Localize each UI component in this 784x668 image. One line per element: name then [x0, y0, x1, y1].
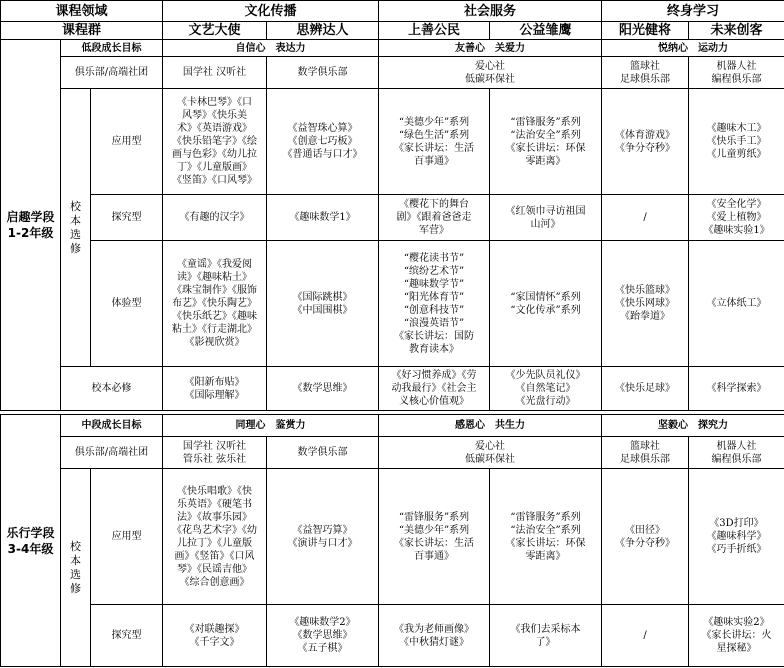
group-future-maker: 未来创客 — [689, 22, 784, 40]
stage2-goal-culture: 同理心 鉴赏力 — [163, 415, 379, 437]
stage1-club-sports: 篮球社 足球俱乐部 — [602, 57, 689, 89]
course-cell: 《益智巧算》 《演讲与口才》 — [267, 469, 379, 605]
stage1-goal-culture: 自信心 表达力 — [163, 40, 379, 57]
stage2-goal-lifelong: 坚毅心 探究力 — [602, 415, 784, 437]
stage2-goal-row — [1, 415, 784, 437]
stage1-required-label: 校本必修 — [61, 367, 163, 411]
course-cell: / — [602, 605, 689, 667]
course-cell: “雷锋服务”系列 “法治安全”系列 《家长讲坛：环保 零距离》 — [490, 469, 602, 605]
stage1-name: 启趣学段 1-2年级 — [1, 40, 61, 411]
stage2-goal-social: 感恩心 共生力 — [379, 415, 602, 437]
course-cell: 《立体纸工》 — [689, 241, 784, 367]
group-header-row — [1, 22, 784, 40]
row-type: 应用型 — [91, 469, 163, 605]
course-cell: 《数学思维》 — [267, 367, 379, 411]
stage2-club-maker: 机器人社 编程俱乐部 — [689, 437, 784, 469]
group-arts-ambassador: 文艺大使 — [163, 22, 267, 40]
course-cell: 《安全化学》 《爱上植物》 《趣味实验1》 — [689, 195, 784, 241]
domain-social-service: 社会服务 — [379, 1, 602, 22]
course-cell: “家国情怀”系列 “文化传承”系列 — [490, 241, 602, 367]
table-row — [1, 469, 784, 605]
course-cell: 《快乐唱歌》《快 乐英语》《硬笔书 法》《故事乐园》 《花鸟艺术字》《幼 儿拉丁》《儿童版 画》《竖笛》《口风 琴》《民谣吉他》 《综合创意画》 — [163, 469, 267, 605]
domain-lifelong-learning: 终身学习 — [602, 1, 784, 22]
curriculum-table-stage2 — [0, 414, 784, 667]
course-cell: 《我为老师画像》 《中秋猜灯谜》 — [379, 605, 490, 667]
stage1-club-label: 俱乐部/高端社团 — [61, 57, 163, 89]
stage2-goal-label: 中段成长目标 — [61, 415, 163, 437]
stage1-club-math: 数学俱乐部 — [267, 57, 379, 89]
stage2-club-social: 爱心社 低碳环保社 — [379, 437, 602, 469]
stage2-club-math: 数学俱乐部 — [267, 437, 379, 469]
row-type: 应用型 — [91, 89, 163, 195]
row-type: 体验型 — [91, 241, 163, 367]
group-thinking-expert: 思辨达人 — [267, 22, 379, 40]
course-cell: 《卡林巴琴》《口 风琴》《快乐美 术》《英语游戏》 《快乐铅笔字》《绘 画与色彩》《幼儿拉 丁》《儿童版画》 《竖笛》《口风琴》 — [163, 89, 267, 195]
row-type: 探究型 — [91, 605, 163, 667]
stage1-goal-lifelong: 悦纳心 运动力 — [602, 40, 784, 57]
course-cell: 《趣味木工》 《快乐手工》 《儿童剪纸》 — [689, 89, 784, 195]
table-row — [1, 89, 784, 195]
course-cell: 《体育游戏》 《争分夺秒》 — [602, 89, 689, 195]
course-cell: “雷锋服务”系列 “法治安全”系列 《家长讲坛：环保 零距离》 — [490, 89, 602, 195]
course-cell: 《我们去采标本 了》 — [490, 605, 602, 667]
table-row — [1, 367, 784, 411]
course-cell: 《田径》 《争分夺秒》 — [602, 469, 689, 605]
stage1-goal-social: 友善心 关爱力 — [379, 40, 602, 57]
stage1-elective-label: 校 本 选 修 — [61, 89, 91, 367]
course-cell: 《趣味实验2》 《家长讲坛：火 星探秘》 — [689, 605, 784, 667]
table-row — [1, 605, 784, 667]
stage2-name: 乐行学段 3-4年级 — [1, 415, 61, 667]
course-cell: 《3D打印》 《趣味科学》 《巧手折纸》 — [689, 469, 784, 605]
stage1-club-social: 爱心社 低碳环保社 — [379, 57, 602, 89]
row-type: 探究型 — [91, 195, 163, 241]
course-cell: 《阳新布贴》 《国际理解》 — [163, 367, 267, 411]
stage2-club-sports: 篮球社 足球俱乐部 — [602, 437, 689, 469]
course-cell: 《对联趣探》 《千字文》 — [163, 605, 267, 667]
stage1-goal-label: 低段成长目标 — [61, 40, 163, 57]
course-cell: “雷锋服务”系列 “美德少年”系列 《家长讲坛：生活 百事通》 — [379, 469, 490, 605]
domain-header-row — [1, 1, 784, 22]
stage2-club-label: 俱乐部/高端社团 — [61, 437, 163, 469]
stage1-club-arts: 国学社 汉听社 — [163, 57, 267, 89]
course-cell: 《少先队员礼仪》 《自然笔记》 《光盘行动》 — [490, 367, 602, 411]
course-cell: 《快乐篮球》 《快乐网球》 《跆拳道》 — [602, 241, 689, 367]
stage1-club-row — [1, 57, 784, 89]
group-header-label: 课程群 — [1, 22, 163, 40]
course-cell: “美德少年”系列 “绿色生活”系列 《家长讲坛：生活 百事通》 — [379, 89, 490, 195]
domain-culture: 文化传播 — [163, 1, 379, 22]
course-cell: 《有趣的汉字》 — [163, 195, 267, 241]
course-cell: 《快乐足球》 — [602, 367, 689, 411]
group-public-welfare: 公益雏鹰 — [490, 22, 602, 40]
table-row — [1, 241, 784, 367]
stage1-goal-row — [1, 40, 784, 57]
stage1-club-maker: 机器人社 编程俱乐部 — [689, 57, 784, 89]
domain-header-label: 课程领域 — [1, 1, 163, 22]
stage2-elective-label: 校 本 选 修 — [61, 469, 91, 667]
course-cell: “樱花读书节” “缤纷艺术节” “趣味数学节” “阳光体育节” “创意科技节” “浪漫英语节” 《家长讲坛：国防 教育读本》 — [379, 241, 490, 367]
group-sunshine-athlete: 阳光健将 — [602, 22, 689, 40]
course-cell: 《益智珠心算》 《创意七巧板》 《普通话与口才》 — [267, 89, 379, 195]
course-cell: 《童谣》《我爱阅 读》《趣味粘土》 《珠宝制作》《服饰 布艺》《快乐陶艺》 《快乐纸艺》《趣味 粘土》《行走湖北》 《影视欣赏》 — [163, 241, 267, 367]
course-cell: 《国际跳棋》 《中国围棋》 — [267, 241, 379, 367]
group-good-citizen: 上善公民 — [379, 22, 490, 40]
course-cell: 《樱花下的舞台 剧》《跟着爸爸走 军营》 — [379, 195, 490, 241]
course-cell: 《好习惯养成》《劳 动我最行》《社会主 义核心价值观》 — [379, 367, 490, 411]
stage2-club-row — [1, 437, 784, 469]
stage2-club-arts: 国学社 汉听社 管乐社 弦乐社 — [163, 437, 267, 469]
course-cell: 《趣味数学2》 《数学思维》 《五子棋》 — [267, 605, 379, 667]
course-cell: / — [602, 195, 689, 241]
course-cell: 《科学探索》 — [689, 367, 784, 411]
course-cell: 《红领巾寻访祖国 山河》 — [490, 195, 602, 241]
course-cell: 《趣味数学1》 — [267, 195, 379, 241]
table-row — [1, 195, 784, 241]
